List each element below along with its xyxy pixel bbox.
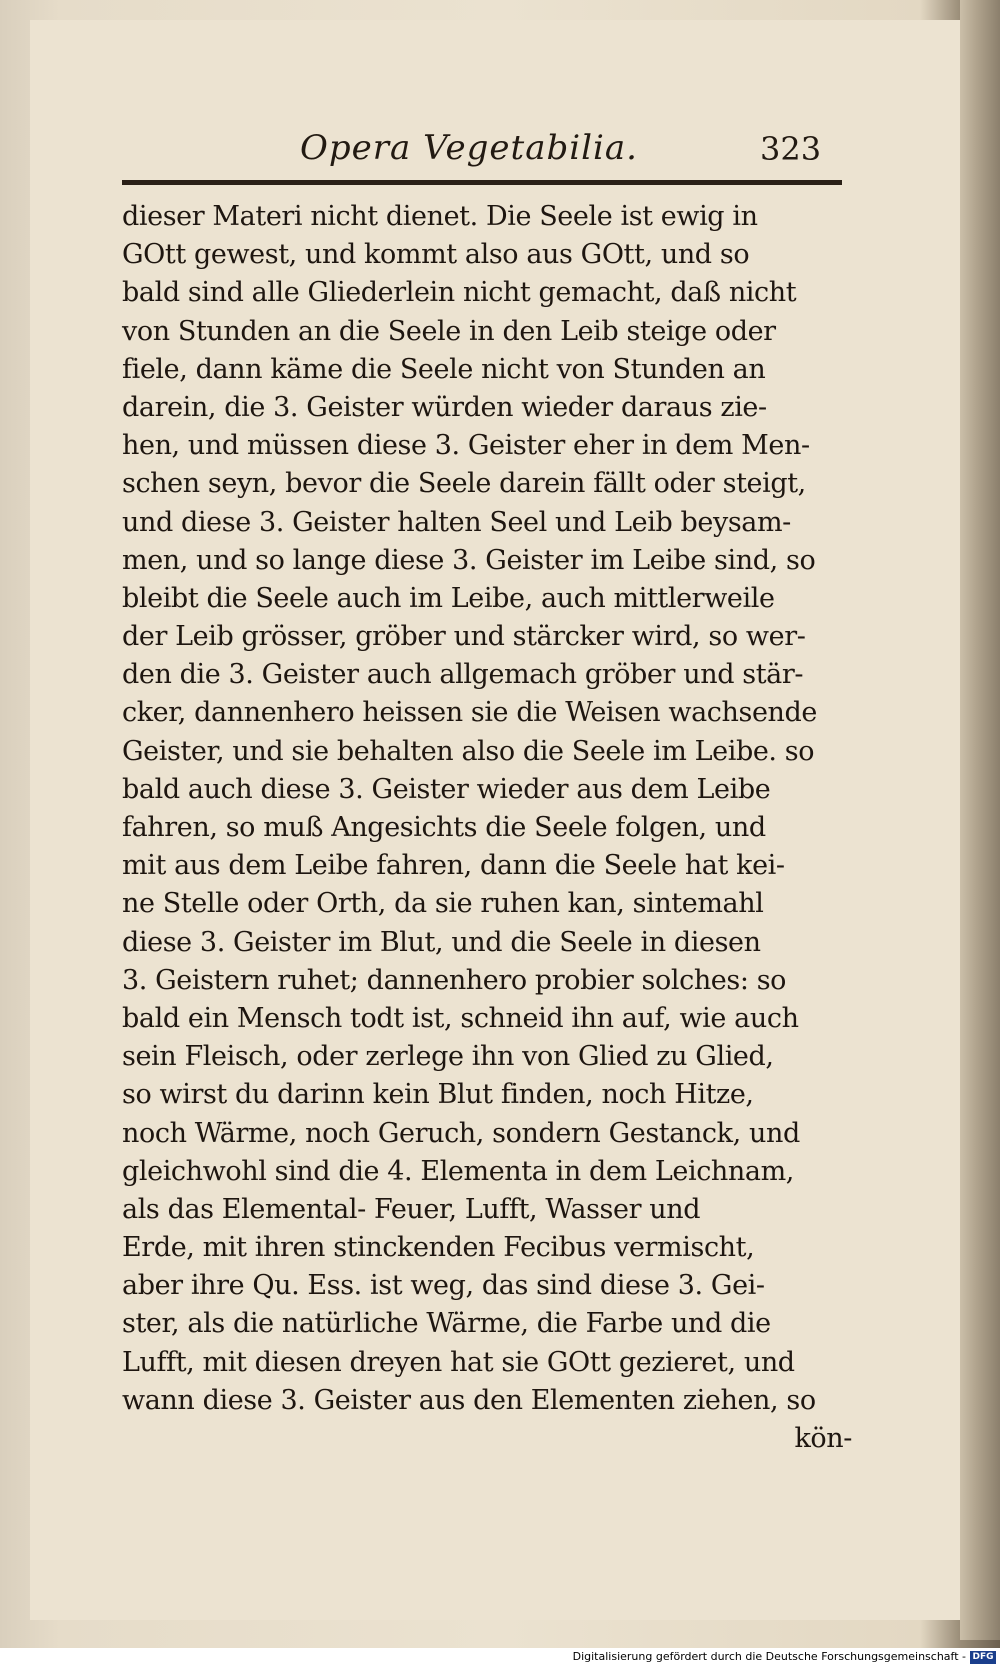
text-line: dieser Materi nicht dienet. Die Seele ist ewig in xyxy=(122,201,758,232)
text-line: ne Stelle oder Orth, da sie ruhen kan, sintemahl xyxy=(122,888,764,920)
text-line: der Leib grösser, gröber und stärcker wird, so wer- xyxy=(122,621,806,653)
text-line: gleichwohl sind die 4. Elementa in dem Leichnam, xyxy=(122,1155,794,1187)
text-line: cker, dannenhero heissen sie die Weisen wachsende xyxy=(122,697,817,729)
text-line: noch Wärme, noch Geruch, sondern Gestanck, und xyxy=(122,1117,800,1149)
text-line: fahren, so muß Angesichts die Seele folgen, und xyxy=(122,812,766,843)
running-title: Opera Vegetabilia. xyxy=(300,128,638,168)
text-line: Erde, mit ihren stinckenden Fecibus vermischt, xyxy=(122,1232,755,1264)
catchword: kön- xyxy=(794,1423,852,1454)
text-line: darein, die 3. Geister würden wieder daraus zie- xyxy=(122,391,767,423)
text-line: diese 3. Geister im Blut, und die Seele in diesen xyxy=(122,926,761,958)
digitization-footer xyxy=(0,1648,1000,1668)
text-line: hen, und müssen diese 3. Geister eher in dem Men- xyxy=(122,430,810,462)
text-line: bleibt die Seele auch im Leibe, auch mittlerweile xyxy=(122,582,775,614)
text-line: und diese 3. Geister halten Seel und Leib beysam- xyxy=(122,506,791,538)
text-line: bald sind alle Gliederlein nicht gemacht, daß nicht xyxy=(122,277,797,309)
text-line: men, und so lange diese 3. Geister im Leibe sind, so xyxy=(122,544,816,576)
text-line: als das Elemental- Feuer, Lufft, Wasser und xyxy=(122,1193,701,1225)
text-line: Geister, und sie behalten also die Seele im Leibe. so xyxy=(122,735,815,767)
page-number: 323 xyxy=(760,130,822,168)
text-line: den die 3. Geister auch allgemach gröber und stär- xyxy=(122,659,804,691)
running-head xyxy=(30,128,960,176)
book-page xyxy=(30,20,960,1620)
dfg-logo: DFG xyxy=(970,1651,996,1664)
text-line: ster, als die natürliche Wärme, die Farbe und die xyxy=(122,1308,771,1340)
funding-credit: Digitalisierung gefördert durch die Deutsche Forschungsgemeinschaft - xyxy=(572,1650,966,1663)
text-line: schen seyn, bevor die Seele darein fällt oder steigt, xyxy=(122,468,806,500)
text-line: bald ein Mensch todt ist, schneid ihn auf, wie auch xyxy=(122,1002,799,1034)
text-line: fiele, dann käme die Seele nicht von Stunden an xyxy=(122,353,766,385)
header-rule xyxy=(122,180,842,185)
text-line: wann diese 3. Geister aus den Elementen ziehen, so xyxy=(122,1384,816,1416)
text-line: mit aus dem Leibe fahren, dann die Seele hat kei- xyxy=(122,850,785,882)
book-page-edge xyxy=(960,0,1000,1640)
text-line: Lufft, mit diesen dreyen hat sie GOtt gezieret, und xyxy=(122,1346,795,1378)
body-text xyxy=(122,198,852,1458)
text-line: so wirst du darinn kein Blut finden, noch Hitze, xyxy=(122,1079,754,1111)
text-line: bald auch diese 3. Geister wieder aus dem Leibe xyxy=(122,773,771,805)
text-line: GOtt gewest, und kommt also aus GOtt, und so xyxy=(122,239,750,271)
text-line: sein Fleisch, oder zerlege ihn von Glied zu Glied, xyxy=(122,1041,774,1073)
text-line: aber ihre Qu. Ess. ist weg, das sind diese 3. Gei- xyxy=(122,1270,765,1302)
text-line: 3. Geistern ruhet; dannenhero probier solches: so xyxy=(122,964,787,996)
text-line: von Stunden an die Seele in den Leib steige oder xyxy=(122,315,776,347)
